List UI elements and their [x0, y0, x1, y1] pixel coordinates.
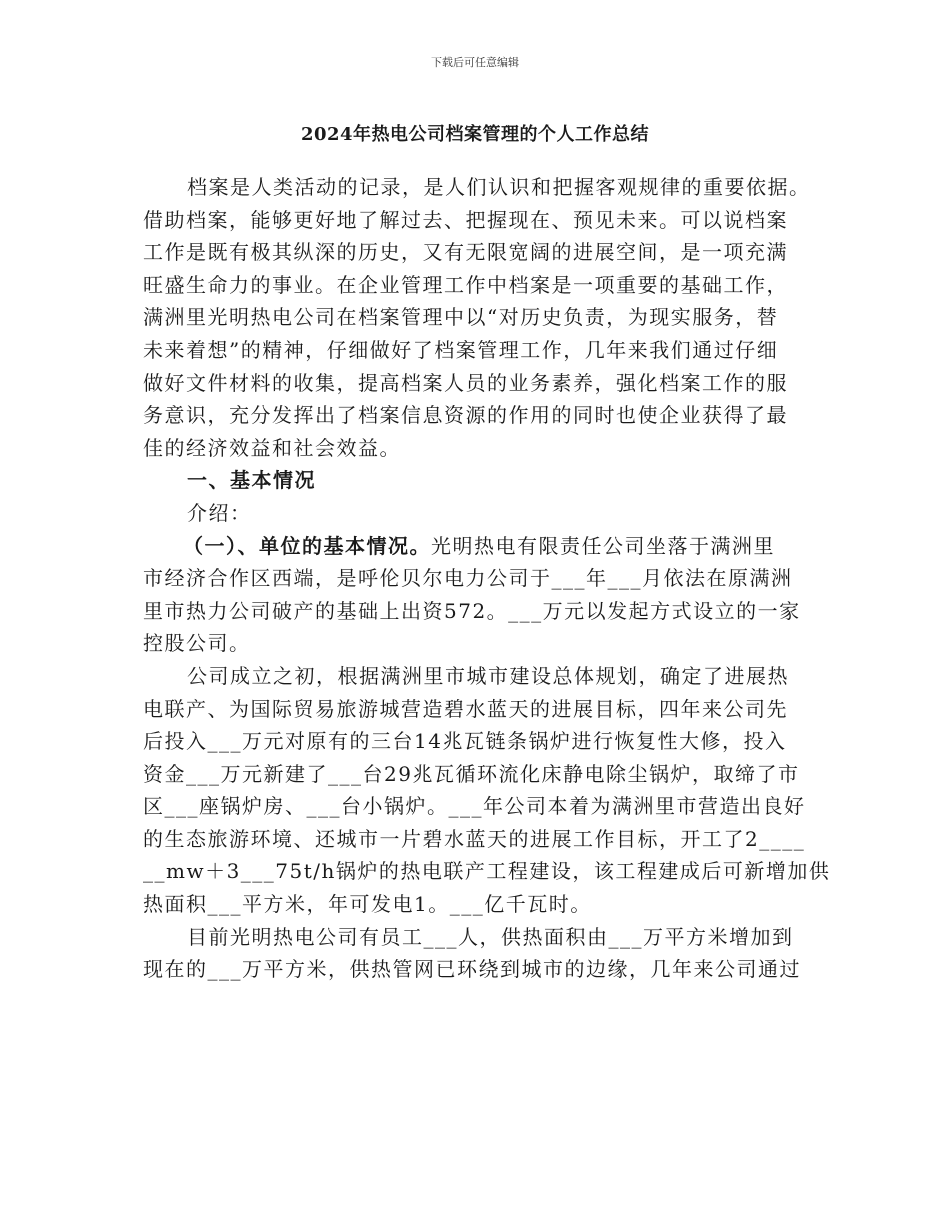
paragraph-line: 热面积___平方米，年可发电1。___亿千瓦时。	[143, 892, 592, 917]
paragraph-line: __mw＋3___75t/h锅炉的热电联产工程建设，该工程建成后可新增加供	[143, 859, 831, 884]
paragraph-line: 里市热力公司破产的基础上出资572。___万元以发起方式设立的一家	[143, 598, 801, 623]
paragraph-line: 旺盛生命力的事业。在企业管理工作中档案是一项重要的基础工作，	[143, 272, 788, 297]
paragraph-line: 务意识，充分发挥出了档案信息资源的作用的同时也使企业获得了最	[143, 403, 788, 428]
paragraph-line: 借助档案，能够更好地了解过去、把握现在、预见未来。可以说档案	[143, 207, 788, 232]
paragraph-line: 满洲里光明热电公司在档案管理中以“对历史负责，为现实服务，替	[143, 305, 779, 330]
paragraph-line: 佳的经济效益和社会效益。	[143, 435, 401, 460]
paragraph-line: 做好文件材料的收集，提高档案人员的业务素养，强化档案工作的服	[143, 370, 788, 395]
paragraph-line: 控股公司。	[143, 631, 251, 656]
paragraph-line: 的生态旅游环境、还城市一片碧水蓝天的进展工作目标，开工了2____	[143, 826, 806, 851]
section-heading: 一、基本情况	[187, 468, 316, 493]
paragraph-line: 目前光明热电公司有员工___人，供热面积由___万平方米增加到	[187, 924, 794, 949]
paragraph-line: 电联产、为国际贸易旅游城营造碧水蓝天的进展目标，四年来公司先	[143, 696, 788, 721]
paragraph-line: 档案是人类活动的记录，是人们认识和把握客观规律的重要依据。	[187, 175, 811, 199]
paragraph-line: 区___座锅炉房、___台小锅炉。___年公司本着为满洲里市营造出良好	[143, 794, 806, 819]
paragraph-line: 资金___万元新建了___台29兆瓦循环流化床静电除尘锅炉，取缔了市	[143, 761, 800, 786]
paragraph-text: 光明热电有限责任公司坐落于满洲里	[431, 533, 775, 558]
paragraph-line: 后投入___万元对原有的三台14兆瓦链条锅炉进行恢复性大修，投入	[143, 729, 787, 754]
paragraph-line: 现在的___万平方米，供热管网已环绕到城市的边缘，几年来公司通过	[143, 957, 801, 982]
paragraph-line: 市经济合作区西端，是呼伦贝尔电力公司于___年___月依法在原满洲	[143, 566, 793, 591]
paragraph-line: 工作是既有极其纵深的历史，又有无限宽阔的进展空间，是一项充满	[143, 240, 788, 265]
document-title: 2024年热电公司档案管理的个人工作总结	[300, 124, 650, 145]
header-note: 下载后可任意编辑	[431, 56, 519, 69]
paragraph-line: 介绍：	[187, 500, 252, 525]
subsection-heading: （一）、单位的基本情况。	[183, 533, 431, 558]
paragraph-line: 公司成立之初，根据满洲里市城市建设总体规划，确定了进展热	[187, 663, 789, 688]
paragraph-line	[143, 530, 811, 563]
document-body	[143, 171, 831, 986]
paragraph-line: 未来着想”的精神，仔细做好了档案管理工作，几年来我们通过仔细	[143, 337, 779, 362]
